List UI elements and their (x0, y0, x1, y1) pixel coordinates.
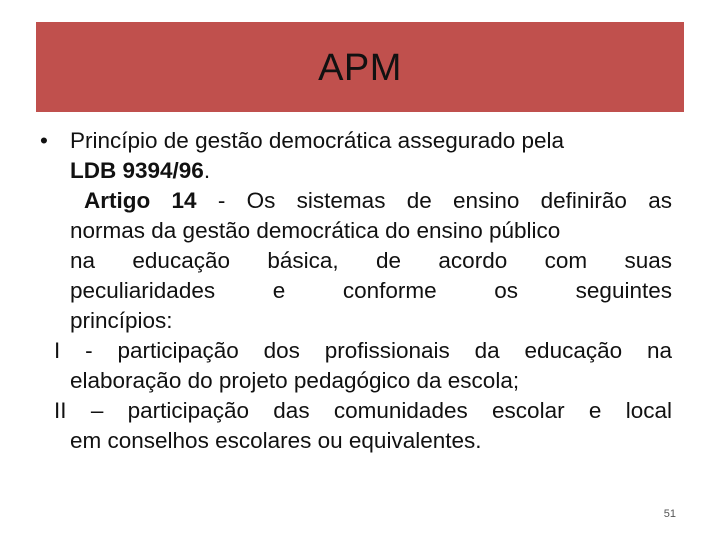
article-text-1: - Os sistemas de ensino definirão as (196, 188, 672, 213)
article-line-4: peculiaridades e conforme os seguintes (70, 278, 672, 303)
law-reference-line (70, 156, 672, 186)
law-reference-suffix: . (203, 158, 211, 183)
article-line-2: normas da gestão democrática do ensino público (70, 218, 561, 243)
page-number: 51 (663, 508, 676, 520)
law-reference: LDB 9394/96 (70, 158, 204, 183)
principle-line: Princípio de gestão democrática assegurado pela (70, 128, 565, 153)
article-line-5: princípios: (70, 308, 173, 333)
article-line-3: na educação básica, de acordo com suas (70, 248, 672, 273)
item-1-line-2: elaboração do projeto pedagógico da escola; (70, 368, 520, 393)
bullet-item (40, 126, 672, 456)
item-1-line-1: I - participação dos profissionais da educação na (54, 338, 672, 363)
item-2-line-2: em conselhos escolares ou equivalentes. (70, 428, 482, 453)
slide-body (40, 126, 672, 456)
item-2-line-1: II – participação das comunidades escolar e local (54, 398, 672, 423)
bullet-icon: • (40, 128, 48, 153)
article-line-1 (70, 186, 672, 216)
article-label: Artigo 14 (84, 188, 197, 213)
title-banner (36, 22, 684, 112)
slide-title: APM (318, 46, 402, 89)
